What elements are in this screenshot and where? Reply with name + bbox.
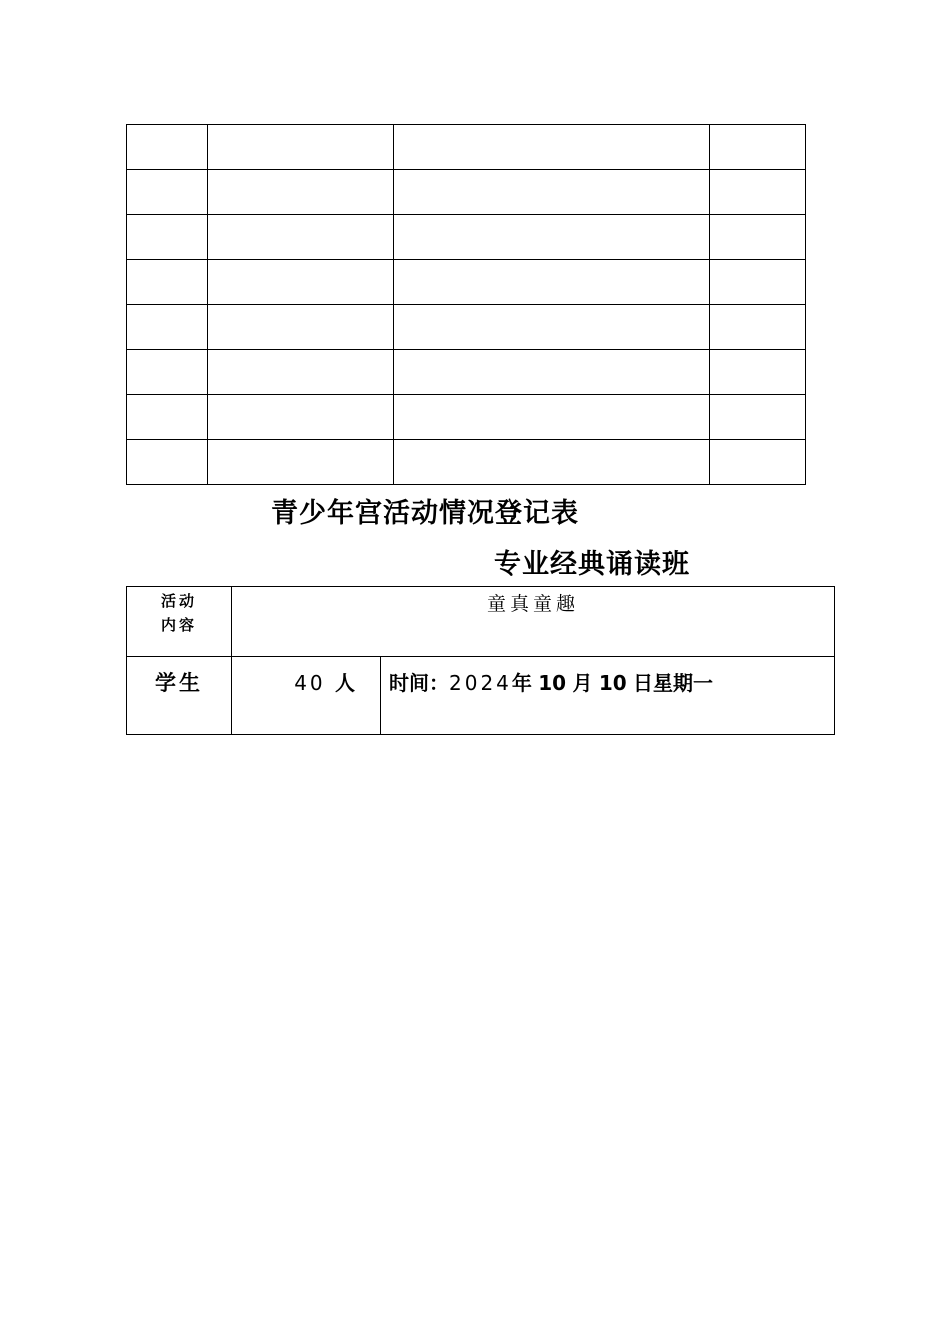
grid-cell	[208, 440, 394, 485]
grid-cell	[710, 260, 806, 305]
grid-cell	[127, 305, 208, 350]
day-unit: 日	[633, 671, 654, 695]
grid-cell	[394, 395, 710, 440]
time-cell	[381, 657, 835, 735]
month-unit: 月	[572, 671, 593, 695]
student-count: 40	[294, 671, 326, 695]
activity-content-cell	[232, 587, 835, 657]
time-label: 时间：	[389, 671, 449, 695]
grid-cell	[394, 125, 710, 170]
grid-cell	[710, 395, 806, 440]
page-subtitle: 专业经典诵读班	[494, 549, 690, 580]
grid-cell	[710, 125, 806, 170]
activity-content: 童真童趣	[487, 593, 580, 615]
grid-cell	[394, 170, 710, 215]
grid-row	[127, 260, 806, 305]
grid-row	[127, 305, 806, 350]
grid-cell	[127, 125, 208, 170]
grid-cell	[127, 395, 208, 440]
student-label: 学生	[127, 657, 232, 735]
grid-cell	[710, 305, 806, 350]
grid-cell	[394, 215, 710, 260]
grid-cell	[208, 125, 394, 170]
grid-cell	[127, 260, 208, 305]
grid-row	[127, 440, 806, 485]
grid-cell	[208, 305, 394, 350]
grid-cell	[394, 305, 710, 350]
grid-row	[127, 170, 806, 215]
grid-row	[127, 125, 806, 170]
grid-cell	[127, 170, 208, 215]
grid-cell	[208, 215, 394, 260]
blank-grid-table	[126, 124, 806, 485]
page-title: 青少年宫活动情况登记表	[271, 498, 579, 529]
student-unit: 人	[335, 671, 358, 695]
activity-info-table	[126, 586, 835, 735]
student-time-row	[127, 657, 835, 735]
grid-cell	[127, 215, 208, 260]
grid-cell	[394, 260, 710, 305]
grid-cell	[710, 350, 806, 395]
activity-label-cell	[127, 587, 232, 657]
activity-row	[127, 587, 835, 657]
year-unit: 年	[511, 671, 532, 695]
grid-cell	[394, 350, 710, 395]
weekday: 星期一	[653, 671, 714, 695]
day-value: 10	[598, 671, 627, 695]
grid-cell	[127, 440, 208, 485]
grid-row	[127, 350, 806, 395]
grid-cell	[127, 350, 208, 395]
grid-cell	[208, 260, 394, 305]
grid-cell	[394, 440, 710, 485]
grid-cell	[208, 395, 394, 440]
month-value: 10	[538, 671, 567, 695]
student-count-cell	[232, 657, 381, 735]
grid-cell	[710, 215, 806, 260]
grid-cell	[208, 170, 394, 215]
activity-label-line1: 活动	[160, 592, 197, 610]
grid-row	[127, 215, 806, 260]
grid-cell	[710, 440, 806, 485]
year-value: 2024	[449, 671, 512, 695]
grid-cell	[208, 350, 394, 395]
grid-row	[127, 395, 806, 440]
grid-cell	[710, 170, 806, 215]
activity-label-line2: 内容	[160, 616, 197, 634]
